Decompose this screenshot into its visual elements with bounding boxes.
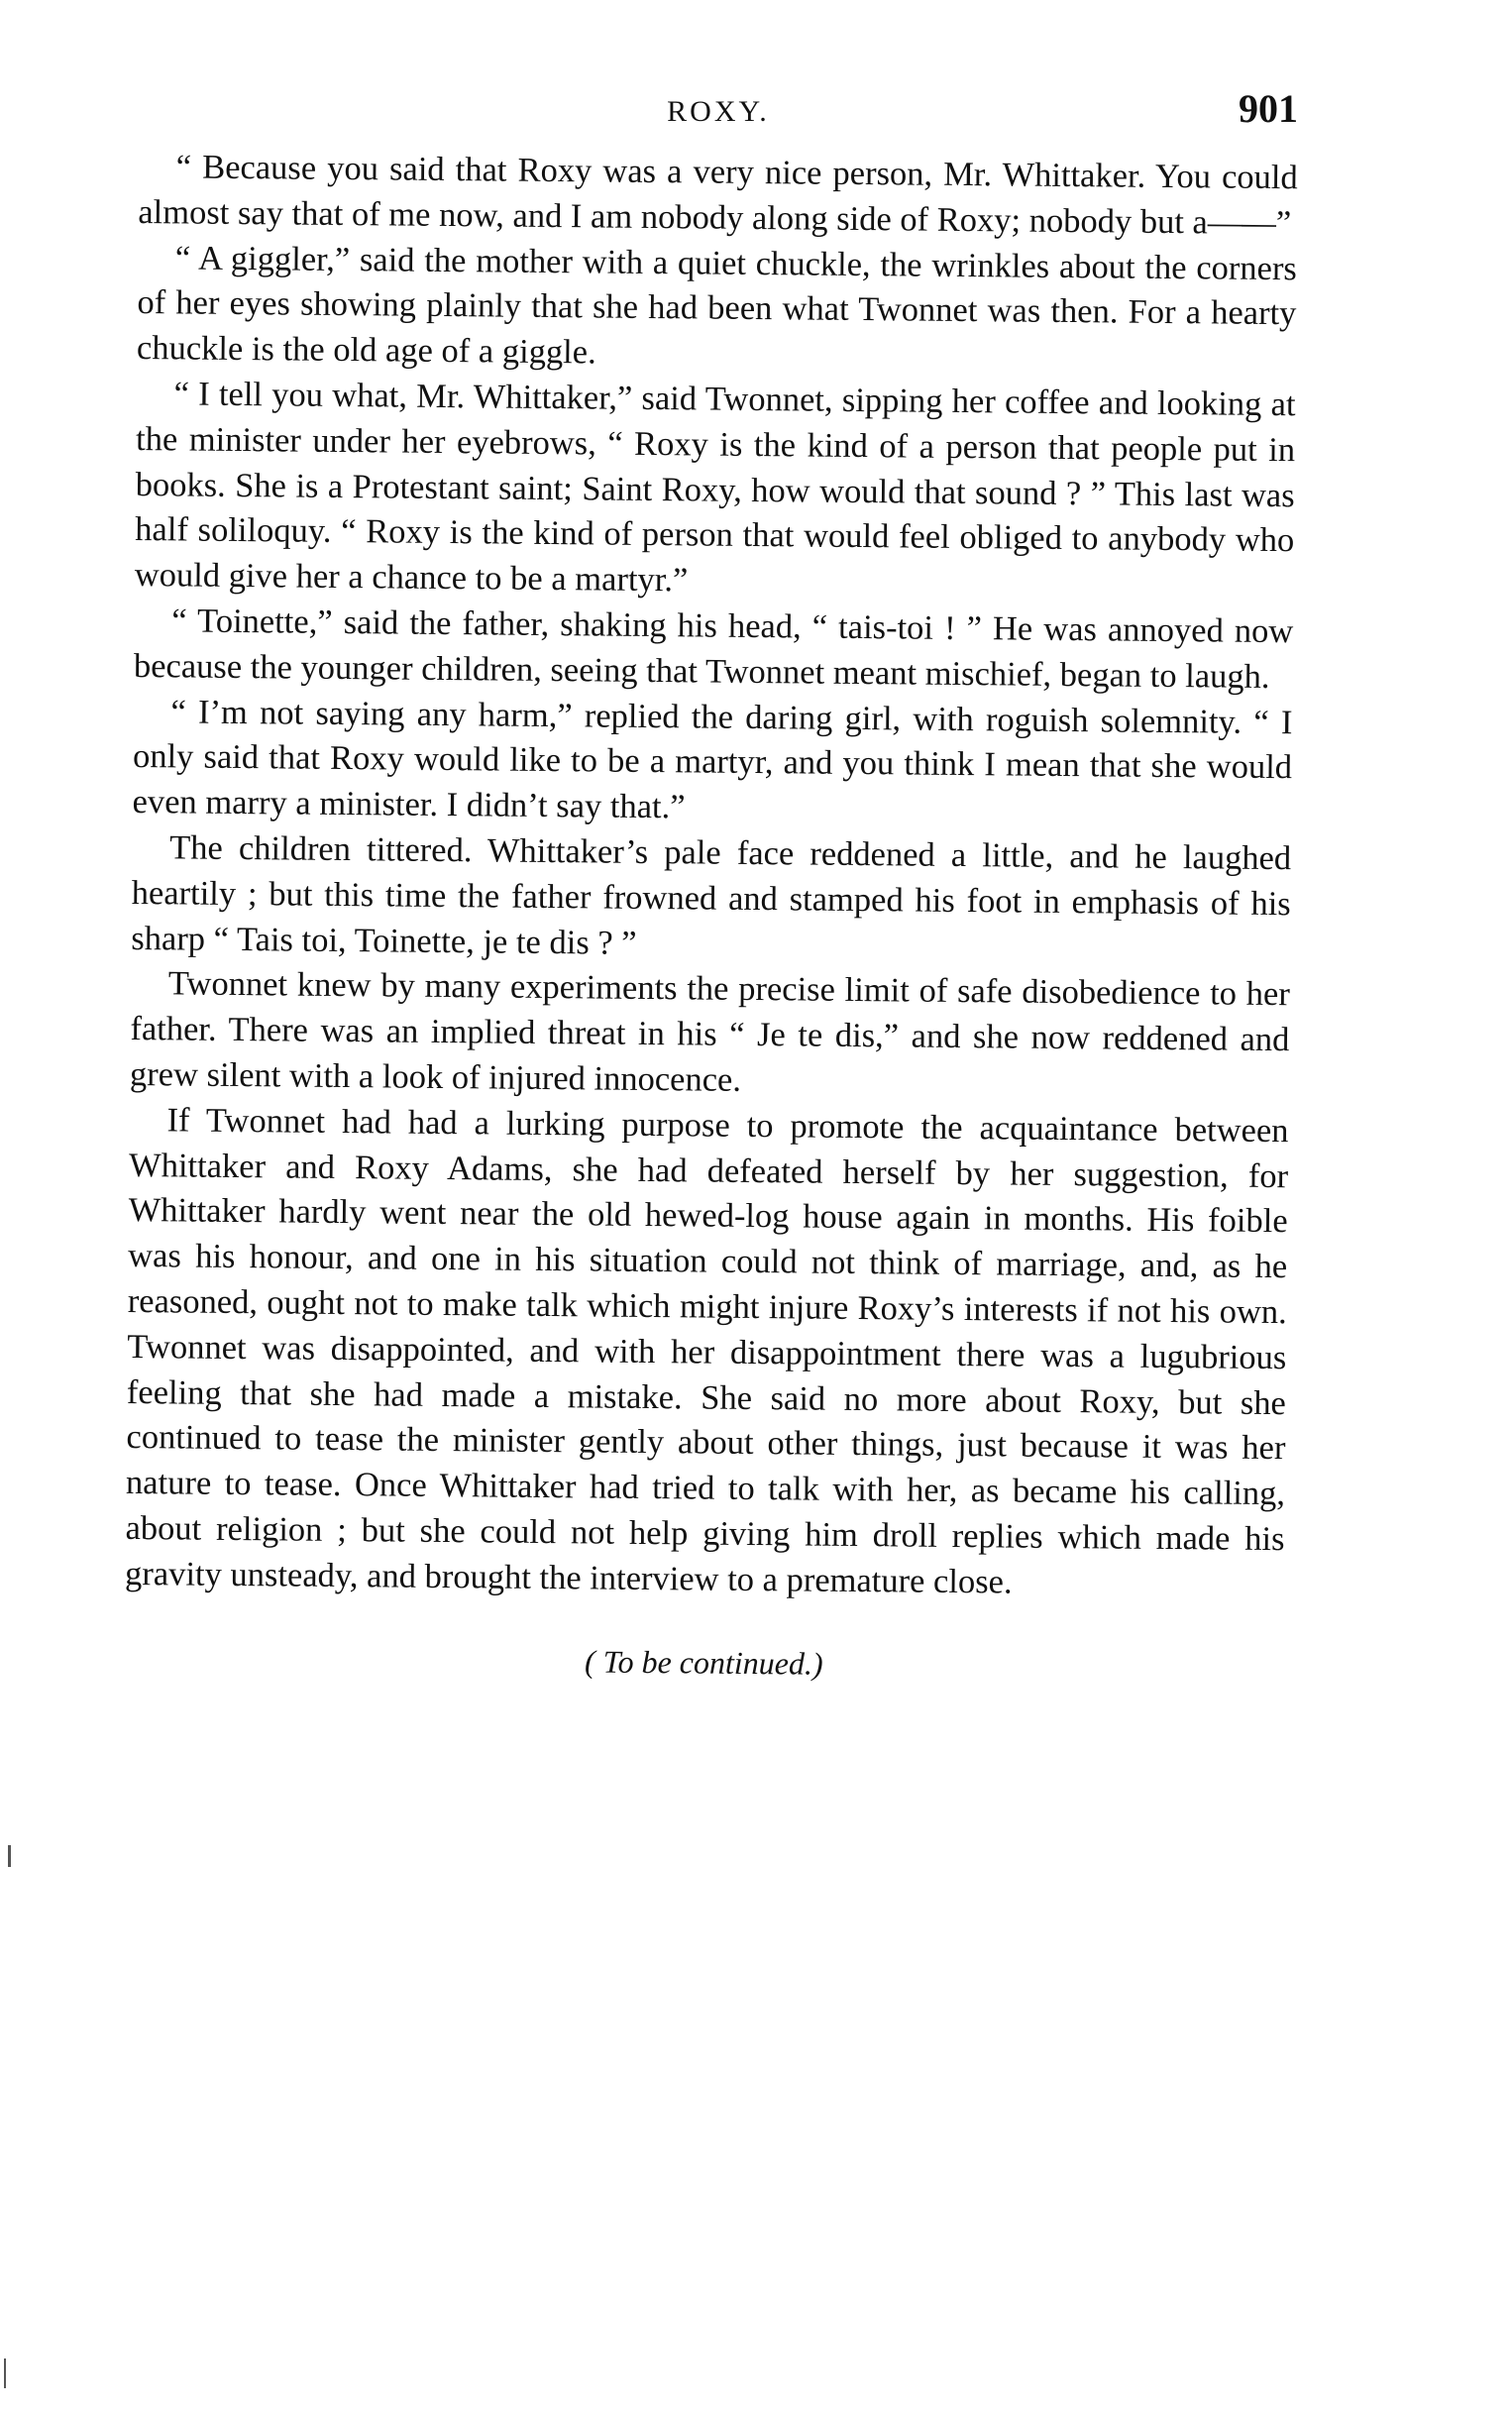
body-text: [124, 145, 1298, 1691]
paragraph-4: “ Toinette,” said the father, shaking his head, “ tais-toi ! ” He was annoyed now because the younger children, seeing that Twonnet meant mischief, began to laugh.: [133, 602, 1294, 696]
paragraph-3: “ I tell you what, Mr. Whittaker,” said Twonnet, sipping her coffee and looking at the minister under her eyebrows, “ Roxy is the kind of a person that people put in books. She is a Protestant saint; Saint Roxy, how would that sound ? ” This last was half soliloquy. “ Roxy is the kind of person that would feel obliged to anybody who would give her a chance to be a martyr.”: [134, 375, 1296, 600]
margin-mark: [8, 1845, 11, 1867]
paragraph-6: The children tittered. Whittaker’s pale face reddened a little, and he laughed heartily ; but this time the father frowned and stamped his foot in emphasis of his sharp “ Tais toi, Toinette, je te dis ? ”: [131, 828, 1292, 962]
running-title: ROXY.: [667, 95, 770, 128]
paragraph-1: “ Because you said that Roxy was a very nice person, Mr. Whittaker. You could almost say that of me now, and I am nobody along side of Roxy; nobody but a——”: [138, 148, 1298, 242]
to-be-continued-note: ( To be continued.): [584, 1642, 823, 1682]
margin-mark: [4, 2358, 6, 2388]
running-head: [139, 85, 1298, 135]
paragraph-5: “ I’m not saying any harm,” replied the daring girl, with roguish solemnity. “ I only said that Roxy would like to be a martyr, and you think I mean that she would even marry a minister. I didn’t say that.”: [132, 692, 1293, 826]
page-number: 901: [1239, 86, 1298, 131]
paragraph-8: If Twonnet had had a lurking purpose to promote the acquaintance between Whittaker and Roxy Adams, she had defeated herself by her suggestion, for Whittaker hardly went near the old hewed-log house again in months. His foible was his honour, and one in his situation could not think of marriage, and, as he reasoned, ought not to make talk which might injure Roxy’s interests if not his own. Twonnet was disappointed, and with her disappointment there was a lugubrious feeling that she had made a mistake. She said no more about Roxy, but she continued to tease the minister gently about other things, just because it was her nature to tease. Once Whittaker had tried to talk with her, as became his calling, about religion ; but she could not help giving him droll replies which made his gravity unsteady, and brought the interview to a premature close.: [124, 1101, 1289, 1601]
paragraph-7: Twonnet knew by many experiments the precise limit of safe disobedience to her father. There was an implied threat in his “ Je te dis,” and she now reddened and grew silent with a look of injured innocence.: [129, 964, 1291, 1099]
paragraph-2: “ A giggler,” said the mother with a quiet chuckle, the wrinkles about the corners of her eyes showing plainly that she had been what Twonnet was then. For a hearty chuckle is the old age of a giggle.: [136, 238, 1298, 372]
